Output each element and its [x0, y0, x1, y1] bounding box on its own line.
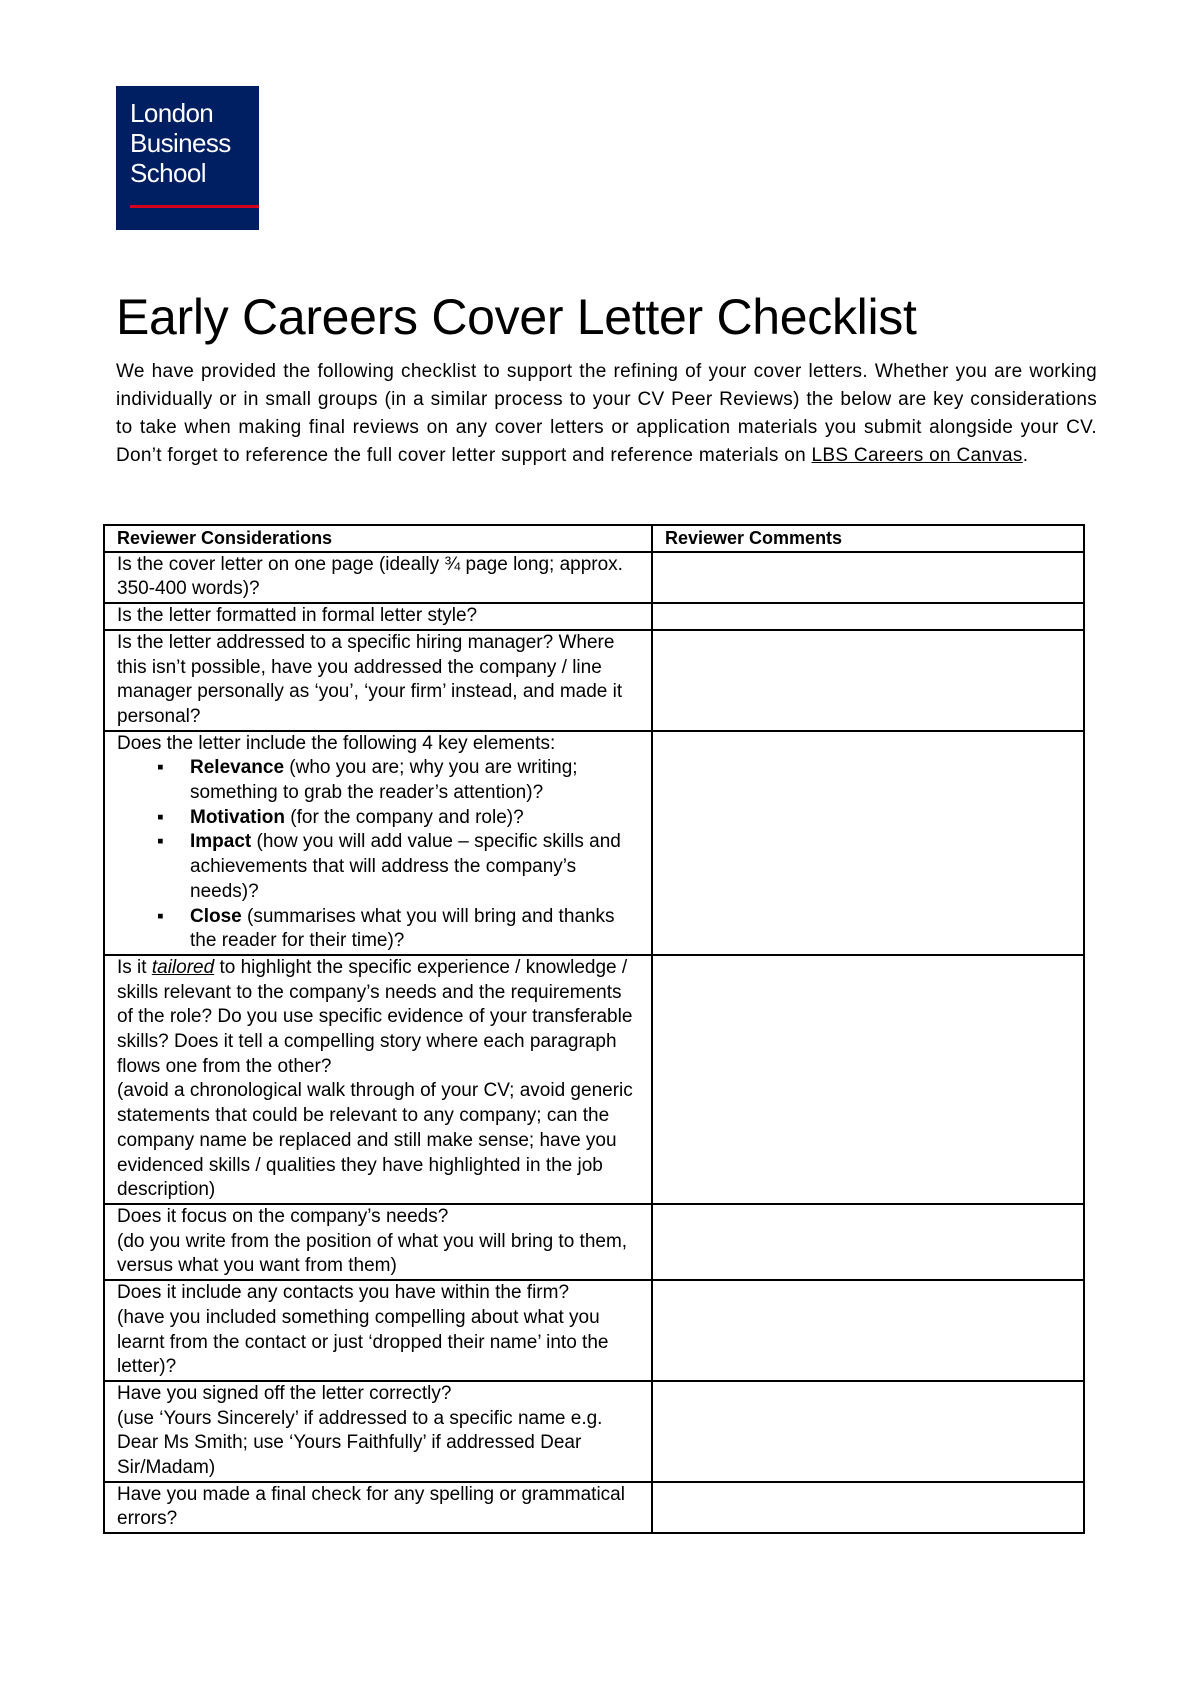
element-desc: (who you are; why you are writing; something to grab the reader’s attention)?: [190, 757, 578, 804]
comment-cell[interactable]: [652, 731, 1084, 955]
intro-end: .: [1022, 445, 1029, 466]
consideration-note: (have you included something compelling about what you learnt from the contact or just ‘dropped their name’ into the letter)?: [117, 1306, 609, 1378]
table-row: [104, 630, 1084, 731]
comment-cell[interactable]: [652, 1280, 1084, 1381]
tailored-question: [117, 956, 641, 1080]
comment-cell[interactable]: [652, 955, 1084, 1204]
consideration-cell: [104, 955, 652, 1204]
table-row: [104, 1280, 1084, 1381]
element-term: Impact: [190, 831, 252, 853]
table-row: [104, 1482, 1084, 1533]
bullet-icon: ▪: [157, 831, 164, 853]
intro-paragraph: [116, 358, 1097, 470]
list-item: [117, 830, 641, 904]
tailored-rest: to highlight the specific experience / knowledge / skills relevant to the company’s needs and the requirements of the role? Do you use specific evidence of your transferable skills? Does it tell a compelling story where each paragraph flows one from the other?: [117, 956, 633, 1077]
intro-text: We have provided the following checklist to support the refining of your cover letters. Whether you are working individually or in small groups (in a similar process to your CV Peer Reviews) the below are key considerations to take when making final reviews on any cover letters or application materials you submit alongside your CV. Don’t forget to reference the full cover letter support and reference materials on: [116, 361, 1097, 466]
key-elements-list: [117, 756, 641, 954]
consideration-cell: Is the letter addressed to a specific hiring manager? Where this isn’t possible, have you addressed the company / line manager personally as ‘you’, ‘your firm’ instead, and made it personal?: [104, 630, 652, 731]
element-term: Relevance: [190, 757, 285, 779]
bullet-icon: ▪: [157, 806, 164, 828]
page-title: Early Careers Cover Letter Checklist: [116, 289, 917, 345]
consideration-cell: [104, 1280, 652, 1381]
bullet-icon: ▪: [157, 905, 164, 927]
consideration-question: Does it focus on the company’s needs?: [117, 1205, 449, 1227]
table-row: [104, 955, 1084, 1204]
comment-cell[interactable]: [652, 1381, 1084, 1482]
key-elements-intro: Does the letter include the following 4 key elements:: [117, 732, 556, 754]
consideration-question: Have you signed off the letter correctly?: [117, 1382, 452, 1404]
comment-cell[interactable]: [652, 1204, 1084, 1280]
header-row: [104, 525, 1084, 552]
header-considerations: Reviewer Considerations: [104, 525, 652, 552]
tailored-prefix: Is it: [117, 956, 152, 978]
element-term: Motivation: [190, 806, 285, 828]
consideration-note: (use ‘Yours Sincerely’ if addressed to a specific name e.g. Dear Ms Smith; use ‘Yours Faithfully’ if addressed Dear Sir/Madam): [117, 1407, 603, 1479]
element-desc: (how you will add value – specific skills and achievements that will address the company’s needs)?: [190, 831, 621, 902]
consideration-cell: [104, 731, 652, 955]
element-desc: (for the company and role)?: [285, 806, 524, 828]
header-comments: Reviewer Comments: [652, 525, 1084, 552]
comment-cell[interactable]: [652, 1482, 1084, 1533]
consideration-note: (do you write from the position of what you will bring to them, versus what you want from them): [117, 1230, 628, 1277]
canvas-link[interactable]: LBS Careers on Canvas: [811, 445, 1023, 466]
consideration-cell: Have you made a final check for any spelling or grammatical errors?: [104, 1482, 652, 1533]
element-term: Close: [190, 905, 242, 927]
consideration-question: Does it include any contacts you have within the firm?: [117, 1282, 570, 1304]
logo-line-3: School: [130, 158, 206, 188]
consideration-cell: [104, 1381, 652, 1482]
list-item: [117, 806, 641, 831]
logo-line-2: Business: [130, 128, 231, 158]
consideration-cell: Is the cover letter on one page (ideally ¾ page long; approx. 350-400 words)?: [104, 552, 652, 603]
comment-cell[interactable]: [652, 603, 1084, 630]
table-row: [104, 731, 1084, 955]
consideration-cell: [104, 1204, 652, 1280]
logo-red-bar: [130, 205, 259, 208]
list-item: [117, 756, 641, 805]
table-row: [104, 1204, 1084, 1280]
consideration-cell: Is the letter formatted in formal letter style?: [104, 603, 652, 630]
consideration-note: (avoid a chronological walk through of your CV; avoid generic statements that could be relevant to any company; can the company name be replaced and still make sense; have you evidenced skills / qualities they have highlighted in the job description): [117, 1080, 633, 1201]
element-desc: (summarises what you will bring and thanks the reader for their time)?: [190, 905, 615, 952]
comment-cell[interactable]: [652, 552, 1084, 603]
comment-cell[interactable]: [652, 630, 1084, 731]
logo-line-1: London: [130, 98, 214, 128]
lbs-logo: [116, 86, 259, 230]
checklist-table: [103, 524, 1085, 1534]
bullet-icon: ▪: [157, 757, 164, 779]
tailored-emphasis: tailored: [151, 956, 215, 978]
table-row: [104, 1381, 1084, 1482]
list-item: [117, 905, 641, 954]
table-row: [104, 603, 1084, 630]
table-row: [104, 552, 1084, 603]
